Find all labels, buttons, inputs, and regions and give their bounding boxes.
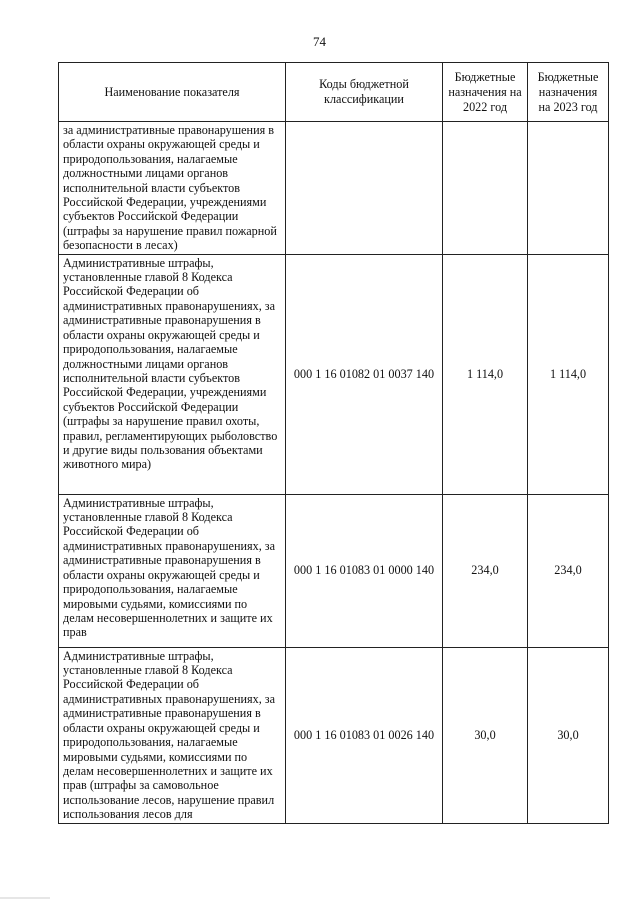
table-row bbox=[59, 494, 609, 647]
row-value-2022 bbox=[443, 122, 528, 255]
row-budget-code: 000 1 16 01082 01 0037 140 bbox=[286, 254, 443, 494]
table-header bbox=[59, 63, 609, 122]
row-indicator-name: Административные штрафы, установленные главой 8 Кодекса Российской Федерации об административных правонарушениях, за административные правонарушения в области охраны окружающей среды и природопользования, налагаемые мировыми судьями, комиссиями по делам несовершеннолетних и защите их прав (штрафы за самовольное использование лесов, нарушение правил использования лесов для bbox=[59, 647, 286, 823]
row-value-2023: 234,0 bbox=[528, 494, 609, 647]
header-budget-2022: Бюджетные назначения на 2022 год bbox=[443, 63, 528, 122]
table-body bbox=[59, 122, 609, 824]
budget-table bbox=[58, 62, 609, 824]
row-indicator-name: за административные правонарушения в области охраны окружающей среды и природопользования, налагаемые должностными лицами органов исполнительной власти субъектов Российской Федерации, учреждениями субъектов Российской Федерации (штрафы за нарушение правил пожарной безопасности в лесах) bbox=[59, 122, 286, 255]
row-value-2023: 30,0 bbox=[528, 647, 609, 823]
row-budget-code: 000 1 16 01083 01 0000 140 bbox=[286, 494, 443, 647]
table-row bbox=[59, 647, 609, 823]
row-value-2023 bbox=[528, 122, 609, 255]
table-row bbox=[59, 254, 609, 494]
row-value-2022: 30,0 bbox=[443, 647, 528, 823]
table-row bbox=[59, 122, 609, 255]
header-budget-2023: Бюджетные назначения на 2023 год bbox=[528, 63, 609, 122]
header-row bbox=[59, 63, 609, 122]
page-number: 74 bbox=[313, 34, 326, 49]
row-value-2023: 1 114,0 bbox=[528, 254, 609, 494]
row-budget-code bbox=[286, 122, 443, 255]
row-indicator-name: Административные штрафы, установленные главой 8 Кодекса Российской Федерации об административных правонарушениях, за административные правонарушения в области охраны окружающей среды и природопользования, налагаемые должностными лицами органов исполнительной власти субъектов Российской Федерации, учреждениями субъектов Российской Федерации (штрафы за нарушение правил охоты, правил, регламентирующих рыболовство и другие виды пользования объектами животного мира) bbox=[59, 254, 286, 494]
row-indicator-name: Административные штрафы, установленные главой 8 Кодекса Российской Федерации об административных правонарушениях, за административные правонарушения в области охраны окружающей среды и природопользования, налагаемые мировыми судьями, комиссиями по делам несовершеннолетних и защите их прав bbox=[59, 494, 286, 647]
header-budget-codes: Коды бюджетной классификации bbox=[286, 63, 443, 122]
row-value-2022: 1 114,0 bbox=[443, 254, 528, 494]
row-budget-code: 000 1 16 01083 01 0026 140 bbox=[286, 647, 443, 823]
row-value-2022: 234,0 bbox=[443, 494, 528, 647]
header-indicator-name: Наименование показателя bbox=[59, 63, 286, 122]
scan-artifact bbox=[0, 897, 50, 899]
